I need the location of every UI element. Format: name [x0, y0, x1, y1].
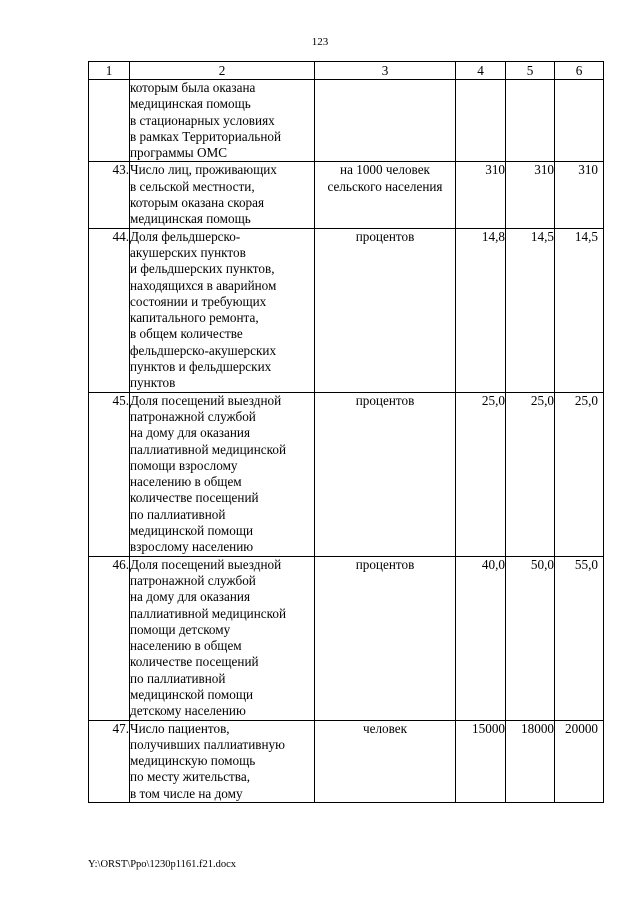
- indicator-name-line: паллиативной медицинской: [130, 605, 287, 621]
- value-cell: [555, 80, 604, 162]
- column-header-4: 4: [456, 62, 506, 80]
- indicator-name-line: населению в общем: [130, 638, 242, 654]
- indicator-name-line: на дому для оказания: [130, 589, 251, 605]
- indicator-name-line: взрослому населению: [130, 539, 254, 555]
- value-cell-4: 14,8: [456, 228, 506, 392]
- unit-cell: [315, 80, 456, 162]
- value-cell-5: 18000: [506, 720, 555, 802]
- column-header-1: 1: [89, 62, 130, 80]
- indicator-name-line: в рамках Территориальной: [130, 128, 282, 144]
- indicator-name-line: патронажной службой: [130, 408, 256, 424]
- unit-cell: [315, 720, 456, 802]
- unit-cell: [315, 392, 456, 556]
- unit-line: процентов: [355, 392, 415, 408]
- value-cell-6: 55,0: [555, 556, 604, 720]
- value-cell-5: 14,5: [506, 228, 555, 392]
- indicator-name-line: количестве посещений: [130, 654, 259, 670]
- unit-line: процентов: [355, 228, 415, 244]
- unit-line: процентов: [355, 556, 415, 572]
- row-number: 46.: [89, 556, 130, 720]
- indicator-name-line: в сельской местности,: [130, 178, 255, 194]
- indicator-name-line: по месту жительства,: [130, 769, 251, 785]
- table-row: [89, 720, 604, 802]
- column-header-3: 3: [315, 62, 456, 80]
- value-cell-5: 25,0: [506, 392, 555, 556]
- column-header-6: 6: [555, 62, 604, 80]
- indicator-name-line: в общем количестве: [130, 326, 243, 342]
- indicator-name-line: медицинскую помощь: [130, 753, 256, 769]
- indicator-name-line: по паллиативной: [130, 506, 226, 522]
- indicator-name-line: медицинская помощь: [130, 96, 251, 112]
- indicator-name-line: количестве посещений: [130, 490, 259, 506]
- table-row-continuation: [89, 80, 604, 162]
- indicator-name-line: получивших паллиативную: [130, 736, 285, 752]
- value-cell: [506, 80, 555, 162]
- indicator-name-line: Число лиц, проживающих: [130, 162, 277, 178]
- indicators-table: [88, 61, 604, 803]
- indicator-name-line: медицинской помощи: [130, 523, 254, 539]
- unit-line: сельского населения: [327, 178, 443, 194]
- indicator-name-line: акушерских пунктов: [130, 244, 246, 260]
- indicator-name-line: которым была оказана: [130, 80, 256, 95]
- table-row: [89, 392, 604, 556]
- indicator-name-line: на дому для оказания: [130, 425, 251, 441]
- indicator-name: [130, 228, 315, 392]
- value-cell-4: 15000: [456, 720, 506, 802]
- value-cell: [456, 80, 506, 162]
- table-header-row: [89, 62, 604, 80]
- indicator-name-line: которым оказана скорая: [130, 195, 265, 211]
- value-cell-4: 310: [456, 162, 506, 228]
- indicator-name-line: состоянии и требующих: [130, 293, 267, 309]
- row-number: 47.: [89, 720, 130, 802]
- value-cell-4: 40,0: [456, 556, 506, 720]
- indicator-name-line: помощи детскому: [130, 621, 231, 637]
- indicator-name-line: и фельдшерских пунктов,: [130, 261, 275, 277]
- row-number: 43.: [89, 162, 130, 228]
- indicator-name-line: Доля посещений выездной: [130, 392, 282, 408]
- unit-line: человек: [362, 720, 408, 736]
- row-number: 44.: [89, 228, 130, 392]
- page-number: 123: [311, 36, 329, 48]
- file-path-footer: Y:\ORST\Ppo\1230p1161.f21.docx: [88, 859, 236, 870]
- value-cell-6: 14,5: [555, 228, 604, 392]
- unit-cell: [315, 556, 456, 720]
- indicator-name-line: Число пациентов,: [130, 720, 230, 736]
- indicator-name-line: медицинской помощи: [130, 686, 254, 702]
- value-cell-5: 50,0: [506, 556, 555, 720]
- column-header-5: 5: [506, 62, 555, 80]
- indicator-name-line: детскому населению: [130, 703, 246, 719]
- indicator-name-line: находящихся в аварийном: [130, 277, 277, 293]
- unit-cell: [315, 162, 456, 228]
- indicator-name: [130, 162, 315, 228]
- indicator-name: [130, 556, 315, 720]
- row-number: [89, 80, 130, 162]
- column-header-2: 2: [130, 62, 315, 80]
- value-cell-5: 310: [506, 162, 555, 228]
- indicator-name-line: пунктов и фельдшерских: [130, 359, 272, 375]
- unit-cell: [315, 228, 456, 392]
- value-cell-6: 310: [555, 162, 604, 228]
- indicator-name-line: фельдшерско-акушерских: [130, 342, 277, 358]
- indicator-name: [130, 720, 315, 802]
- row-number: 45.: [89, 392, 130, 556]
- indicator-name-line: в стационарных условиях: [130, 112, 275, 128]
- indicator-name: [130, 80, 315, 162]
- indicator-name-line: населению в общем: [130, 474, 242, 490]
- table-row: [89, 162, 604, 228]
- indicator-name-line: по паллиативной: [130, 670, 226, 686]
- value-cell-6: 20000: [555, 720, 604, 802]
- table-row: [89, 228, 604, 392]
- indicator-name-line: медицинская помощь: [130, 211, 251, 227]
- indicator-name-line: помощи взрослому: [130, 457, 238, 473]
- indicator-name-line: программы ОМС: [130, 145, 227, 161]
- indicator-name-line: пунктов: [130, 375, 176, 391]
- value-cell-4: 25,0: [456, 392, 506, 556]
- indicator-name-line: патронажной службой: [130, 572, 256, 588]
- indicator-name-line: паллиативной медицинской: [130, 441, 287, 457]
- indicator-name-line: в том числе на дому: [130, 785, 243, 801]
- unit-line: на 1000 человек: [340, 162, 430, 178]
- indicator-name: [130, 392, 315, 556]
- indicator-name-line: Доля фельдшерско-: [130, 228, 241, 244]
- value-cell-6: 25,0: [555, 392, 604, 556]
- indicator-name-line: капитального ремонта,: [130, 310, 259, 326]
- indicator-name-line: Доля посещений выездной: [130, 556, 282, 572]
- table-row: [89, 556, 604, 720]
